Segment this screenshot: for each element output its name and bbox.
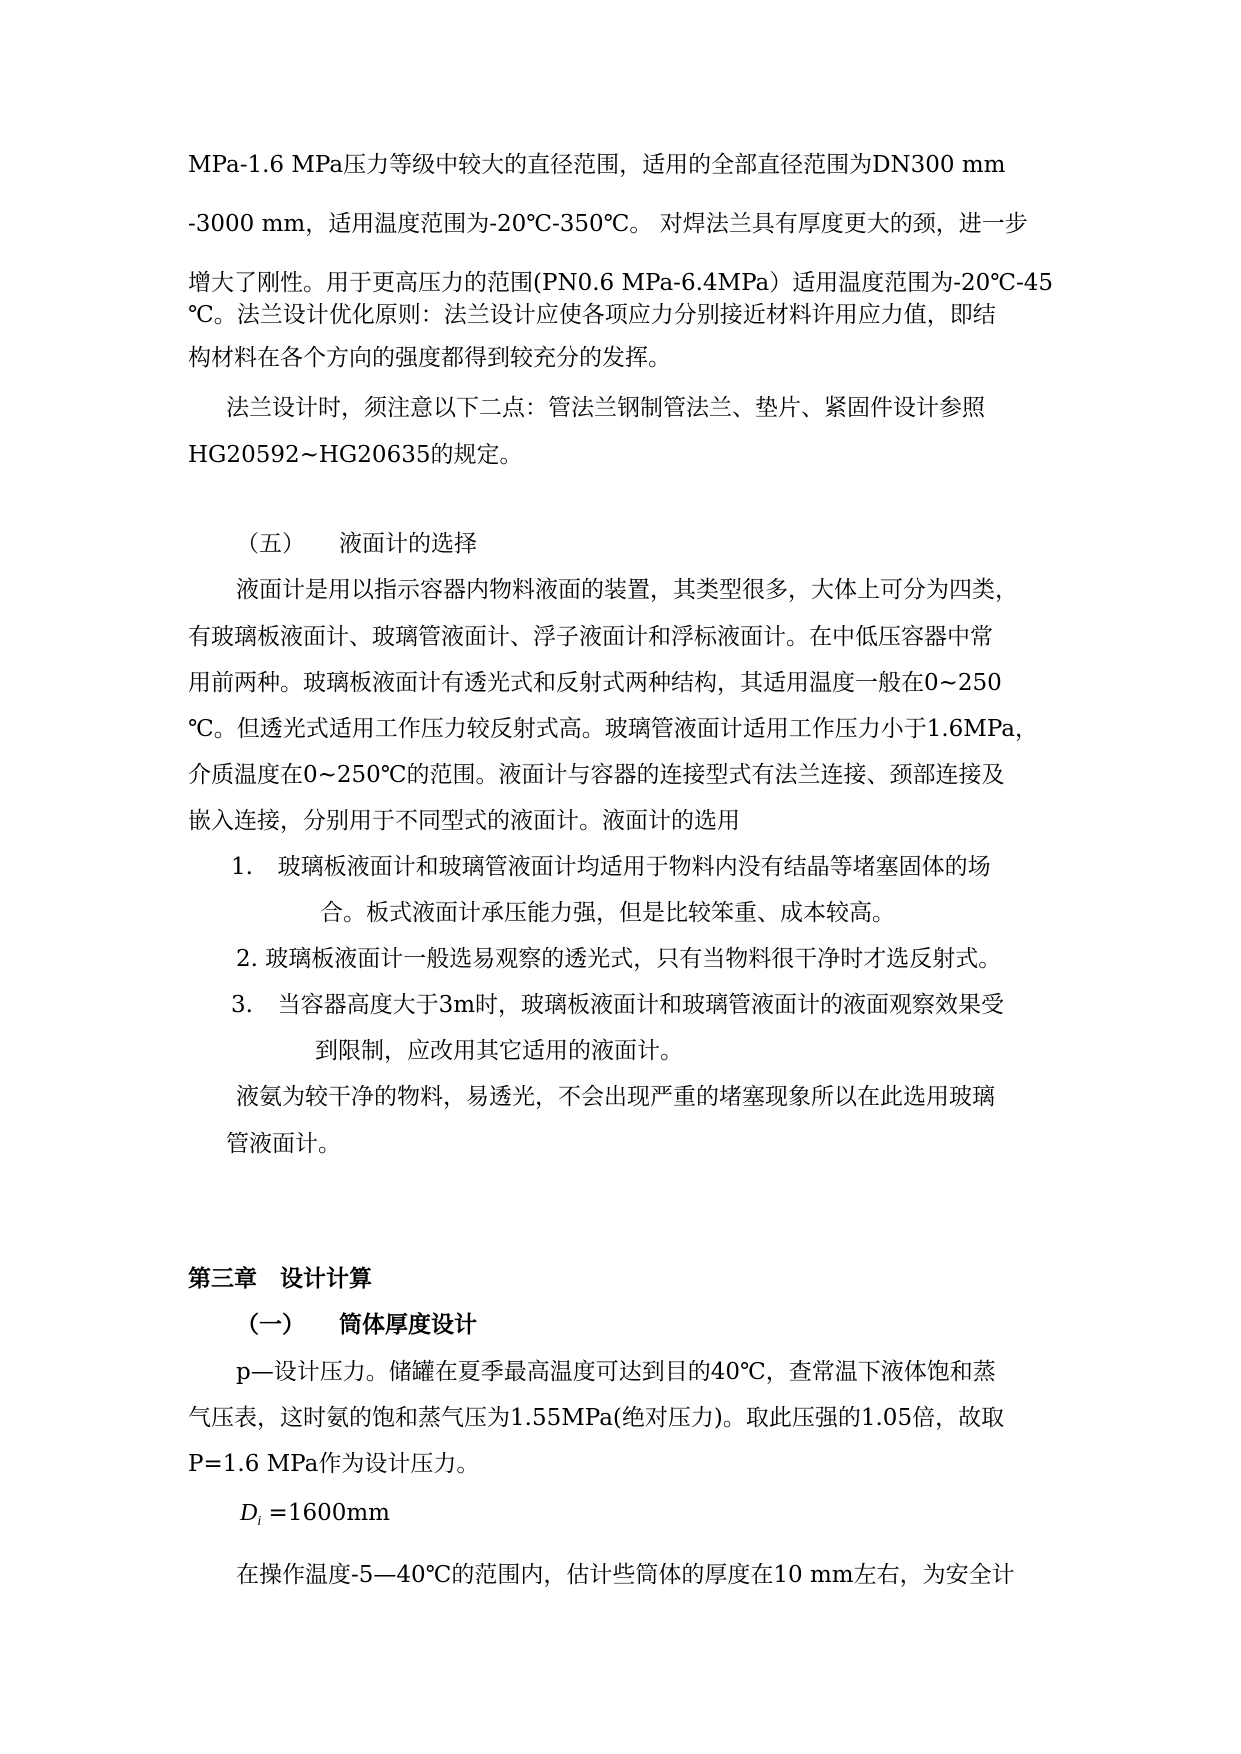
list-marker: 3. [231, 992, 253, 1018]
formula-subscript: i [257, 1514, 262, 1529]
text-line: 在操作温度-5—40℃的范围内，估计些筒体的厚度在10 mm左右，为安全计 [236, 1562, 1015, 1588]
text-line: 气压表，这时氨的饱和蒸气压为1.55MPa(绝对压力)。取此压强的1.05倍，故取 [188, 1405, 1005, 1431]
text-line: -3000 mm，适用温度范围为-20℃-350℃。 对焊法兰具有厚度更大的颈，进一步 [188, 211, 1028, 237]
list-marker: 1. [231, 854, 253, 880]
list-item-text: 玻璃板液面计一般选易观察的透光式，只有当物料很干净时才选反射式。 [265, 946, 1002, 972]
section-number: （五） [236, 531, 305, 557]
list-item-continuation: 合。板式液面计承压能力强，但是比较笨重、成本较高。 [320, 900, 895, 926]
list-item [231, 990, 1004, 1020]
text-line: HG20592~HG20635的规定。 [188, 442, 523, 468]
text-line: 嵌入连接，分别用于不同型式的液面计。液面计的选用 [188, 808, 740, 834]
chapter-heading: 第三章 设计计算 [188, 1266, 372, 1292]
text-line: 用前两种。玻璃板液面计有透光式和反射式两种结构，其适用温度一般在0~250 [188, 670, 1002, 696]
text-line: MPa-1.6 MPa压力等级中较大的直径范围，适用的全部直径范围为DN300 mm [188, 152, 1006, 178]
formula-value: =1600mm [268, 1500, 390, 1526]
section-heading [236, 529, 477, 559]
text-line: 增大了刚性。用于更高压力的范围(PN0.6 MPa-6.4MPa）适用温度范围为-20℃-45 [188, 270, 1054, 296]
section-title: 液面计的选择 [339, 531, 477, 557]
section-title: 筒体厚度设计 [339, 1312, 477, 1338]
list-item-continuation: 到限制，应改用其它适用的液面计。 [315, 1038, 683, 1064]
text-line: ℃。法兰设计优化原则：法兰设计应使各项应力分别接近材料许用应力值，即结 [188, 302, 996, 328]
text-line: 液氨为较干净的物料，易透光，不会出现严重的堵塞现象所以在此选用玻璃 [236, 1084, 995, 1110]
text-line: P=1.6 MPa作为设计压力。 [188, 1451, 480, 1477]
text-line: 法兰设计时，须注意以下二点：管法兰钢制管法兰、垫片、紧固件设计参照 [226, 395, 985, 421]
text-line: ℃。但透光式适用工作压力较反射式高。玻璃管液面计适用工作压力小于1.6MPa， [188, 716, 1039, 742]
list-item [231, 852, 991, 882]
text-line: 管液面计。 [226, 1131, 341, 1157]
text-line: 介质温度在0~250℃的范围。液面计与容器的连接型式有法兰连接、颈部连接及 [188, 762, 1005, 788]
section-heading [236, 1310, 477, 1340]
text-line: p—设计压力。储罐在夏季最高温度可达到目的40℃，查常温下液体饱和蒸 [236, 1359, 996, 1385]
list-item-text: 玻璃板液面计和玻璃管液面计均适用于物料内没有结晶等堵塞固体的场 [277, 854, 991, 880]
formula-di [240, 1498, 390, 1537]
text-line: 有玻璃板液面计、玻璃管液面计、浮子液面计和浮标液面计。在中低压容器中常 [188, 624, 993, 650]
list-marker: 2. [236, 946, 258, 972]
text-line: 构材料在各个方向的强度都得到较充分的发挥。 [188, 345, 671, 371]
list-item-text: 当容器高度大于3m时，玻璃板液面计和玻璃管液面计的液面观察效果受 [277, 992, 1005, 1018]
formula-symbol: D [240, 1500, 258, 1526]
list-item [236, 944, 1001, 974]
section-number: （一） [236, 1312, 305, 1338]
text-line: 液面计是用以指示容器内物料液面的装置，其类型很多，大体上可分为四类， [236, 577, 1018, 603]
